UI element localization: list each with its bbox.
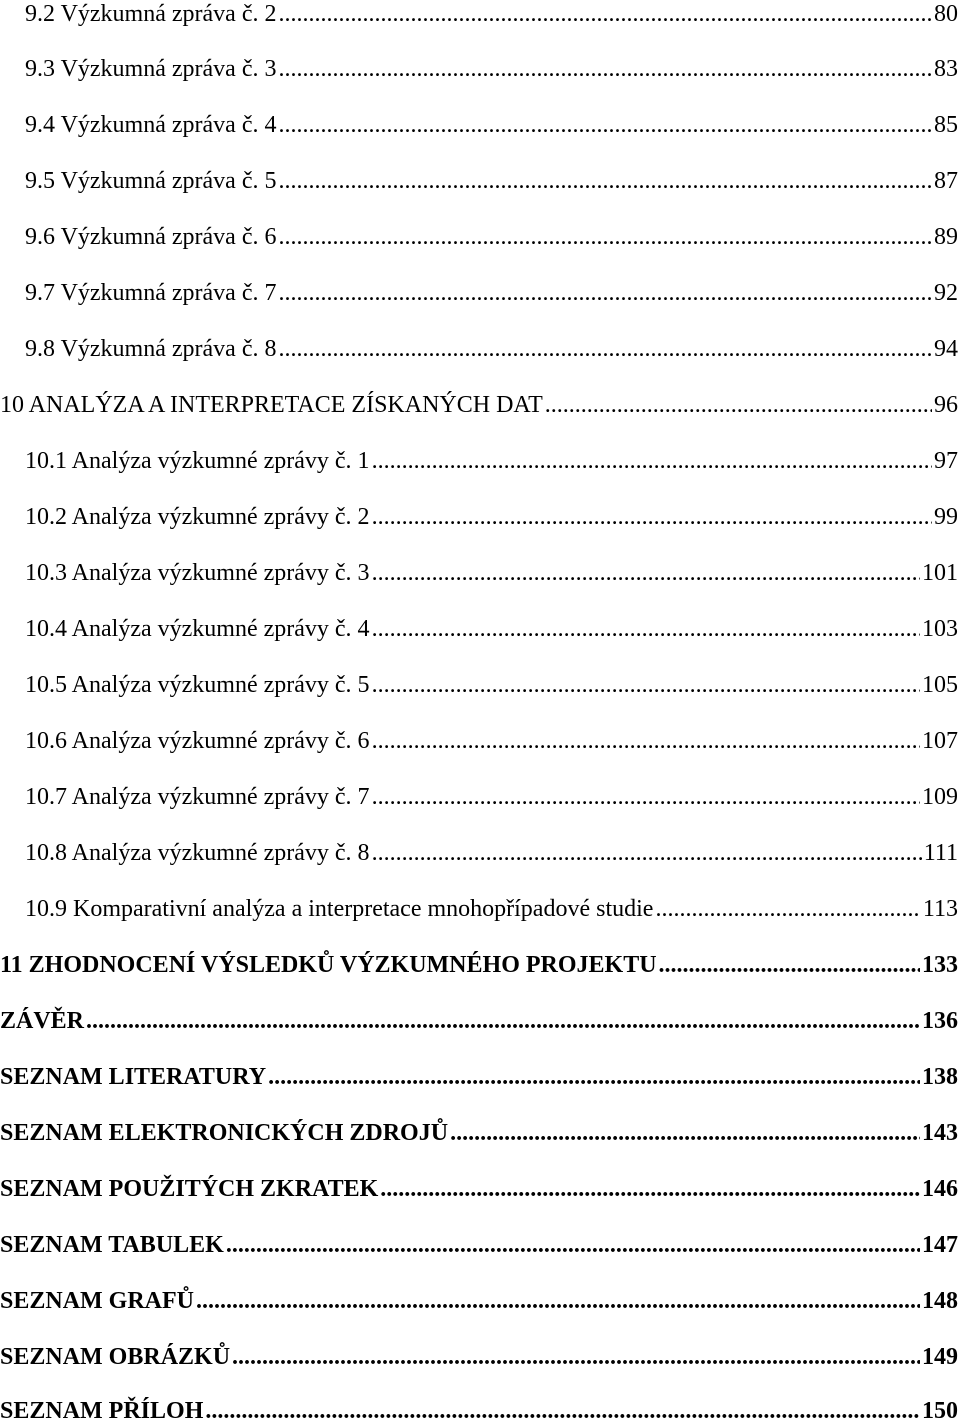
toc-entry[interactable]	[25, 0, 958, 28]
toc-dot-leader	[278, 279, 932, 307]
toc-entry-label: 10.6 Analýza výzkumné zprávy č. 6	[25, 728, 370, 754]
toc-chapter-entry[interactable]	[0, 1397, 958, 1425]
toc-entry-page: 85	[934, 112, 958, 138]
toc-dot-leader	[205, 1397, 920, 1425]
toc-entry-page: 133	[922, 952, 958, 978]
toc-entry-page: 150	[922, 1398, 958, 1424]
toc-entry[interactable]	[25, 111, 958, 139]
toc-entry-page: 83	[934, 56, 958, 82]
toc-dot-leader	[655, 895, 920, 923]
toc-dot-leader	[380, 1175, 920, 1203]
toc-entry-label: 10 ANALÝZA A INTERPRETACE ZÍSKANÝCH DAT	[0, 392, 543, 418]
toc-entry-label: 10.4 Analýza výzkumné zprávy č. 4	[25, 616, 370, 642]
toc-dot-leader	[372, 671, 920, 699]
toc-entry-page: 138	[922, 1064, 958, 1090]
toc-dot-leader	[372, 839, 922, 867]
toc-entry-page: 87	[934, 168, 958, 194]
toc-chapter-entry[interactable]	[0, 1063, 958, 1091]
toc-entry[interactable]	[25, 559, 958, 587]
toc-entry-label: SEZNAM OBRÁZKŮ	[0, 1344, 231, 1370]
toc-dot-leader	[278, 223, 932, 251]
toc-entry-label: 10.5 Analýza výzkumné zprávy č. 5	[25, 672, 370, 698]
toc-entry-label: ZÁVĚR	[0, 1008, 85, 1034]
toc-entry-page: 92	[934, 280, 958, 306]
toc-entry-label: SEZNAM TABULEK	[0, 1232, 224, 1258]
toc-entry[interactable]	[25, 55, 958, 83]
toc-entry-label: SEZNAM ELEKTRONICKÝCH ZDROJŮ	[0, 1120, 449, 1146]
toc-dot-leader	[659, 951, 920, 979]
toc-entry-page: 149	[922, 1344, 958, 1370]
toc-dot-leader	[372, 727, 920, 755]
toc-dot-leader	[196, 1287, 920, 1315]
toc-entry[interactable]	[25, 223, 958, 251]
toc-entry-label: 10.7 Analýza výzkumné zprávy č. 7	[25, 784, 370, 810]
toc-dot-leader	[372, 615, 920, 643]
toc-chapter-entry[interactable]	[0, 1231, 958, 1259]
toc-dot-leader	[372, 447, 932, 475]
toc-dot-leader	[278, 111, 932, 139]
toc-entry-page: 111	[923, 840, 958, 866]
toc-entry-page: 97	[934, 448, 958, 474]
toc-dot-leader	[545, 391, 932, 419]
toc-entry[interactable]	[25, 783, 958, 811]
toc-entry[interactable]	[25, 727, 958, 755]
toc-entry[interactable]	[25, 167, 958, 195]
toc-entry-page: 103	[922, 616, 958, 642]
toc-entry[interactable]	[25, 335, 958, 363]
toc-dot-leader	[278, 167, 932, 195]
toc-dot-leader	[226, 1231, 920, 1259]
toc-dot-leader	[278, 0, 932, 28]
toc-entry-label: 10.9 Komparativní analýza a interpretace mnohopřípadové studie	[25, 896, 654, 922]
toc-entry-page: 143	[922, 1120, 958, 1146]
toc-entry-label: 10.2 Analýza výzkumné zprávy č. 2	[25, 504, 370, 530]
toc-entry-page: 89	[934, 224, 958, 250]
toc-entry-label: 10.8 Analýza výzkumné zprávy č. 8	[25, 840, 370, 866]
toc-entry-page: 148	[922, 1288, 958, 1314]
toc-entry-page: 147	[922, 1232, 958, 1258]
toc-entry[interactable]	[25, 615, 958, 643]
toc-entry-page: 113	[922, 896, 958, 922]
toc-entry-label: 9.8 Výzkumná zpráva č. 8	[25, 336, 277, 362]
toc-entry-label: SEZNAM LITERATURY	[0, 1064, 267, 1090]
toc-chapter-entry[interactable]	[0, 1343, 958, 1371]
toc-dot-leader	[372, 559, 920, 587]
toc-entry[interactable]	[25, 503, 958, 531]
toc-entry[interactable]	[25, 279, 958, 307]
toc-entry-page: 136	[922, 1008, 958, 1034]
toc-entry-label: 10.3 Analýza výzkumné zprávy č. 3	[25, 560, 370, 586]
toc-entry-label: 9.7 Výzkumná zpráva č. 7	[25, 280, 277, 306]
toc-entry-label: SEZNAM GRAFŮ	[0, 1288, 195, 1314]
toc-dot-leader	[372, 783, 920, 811]
toc-entry-label: 9.5 Výzkumná zpráva č. 5	[25, 168, 277, 194]
toc-dot-leader	[450, 1119, 920, 1147]
toc-dot-leader	[278, 55, 932, 83]
toc-entry-page: 109	[922, 784, 958, 810]
toc-dot-leader	[372, 503, 932, 531]
toc-entry-page: 80	[934, 1, 958, 27]
toc-entry-label: SEZNAM PŘÍLOH	[0, 1398, 204, 1424]
toc-dot-leader	[86, 1007, 920, 1035]
toc-entry-label: 10.1 Analýza výzkumné zprávy č. 1	[25, 448, 370, 474]
toc-entry-page: 105	[922, 672, 958, 698]
toc-entry-page: 101	[922, 560, 958, 586]
toc-chapter-entry[interactable]	[0, 1007, 958, 1035]
toc-chapter-entry[interactable]	[0, 391, 958, 419]
toc-entry[interactable]	[25, 447, 958, 475]
toc-dot-leader	[278, 335, 932, 363]
toc-entry-page: 96	[934, 392, 958, 418]
toc-entry[interactable]	[25, 839, 958, 867]
toc-entry-label: 9.6 Výzkumná zpráva č. 6	[25, 224, 277, 250]
toc-entry-label: SEZNAM POUŽITÝCH ZKRATEK	[0, 1176, 379, 1202]
toc-chapter-entry[interactable]	[0, 951, 958, 979]
toc-entry-label: 11 ZHODNOCENÍ VÝSLEDKŮ VÝZKUMNÉHO PROJEKTU	[0, 952, 657, 978]
toc-entry[interactable]	[25, 895, 958, 923]
toc-entry-page: 94	[934, 336, 958, 362]
toc-chapter-entry[interactable]	[0, 1119, 958, 1147]
toc-entry-label: 9.4 Výzkumná zpráva č. 4	[25, 112, 277, 138]
toc-entry-page: 99	[934, 504, 958, 530]
toc-dot-leader	[268, 1063, 920, 1091]
toc-entry[interactable]	[25, 671, 958, 699]
toc-entry-label: 9.3 Výzkumná zpráva č. 3	[25, 56, 277, 82]
toc-chapter-entry[interactable]	[0, 1175, 958, 1203]
toc-dot-leader	[232, 1343, 920, 1371]
toc-chapter-entry[interactable]	[0, 1287, 958, 1315]
toc-entry-page: 107	[922, 728, 958, 754]
toc-entry-page: 146	[922, 1176, 958, 1202]
toc-entry-label: 9.2 Výzkumná zpráva č. 2	[25, 1, 277, 27]
